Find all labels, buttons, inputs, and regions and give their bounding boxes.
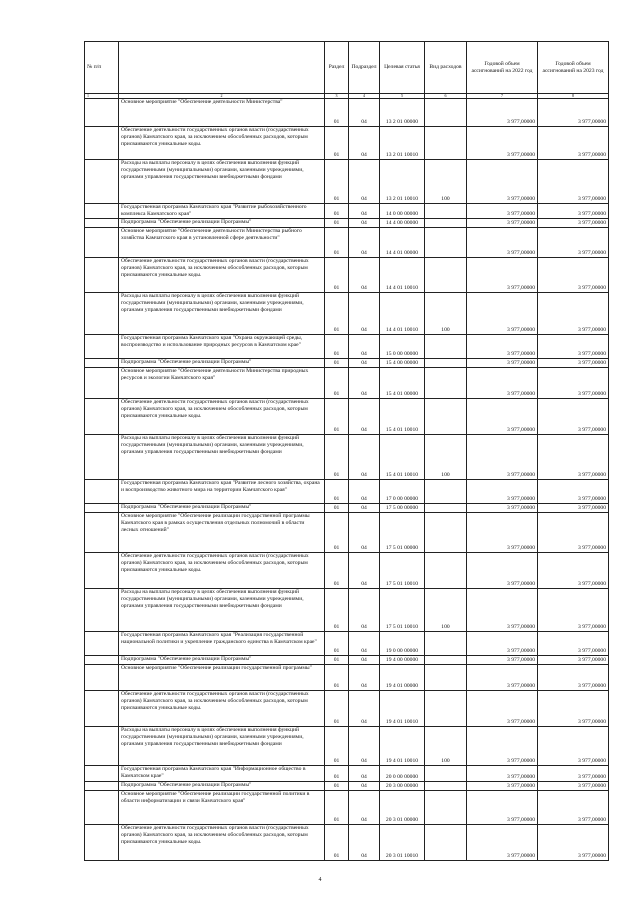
row-value-2022: 3 977,00000 [467, 791, 538, 825]
row-value-2023: 3 977,00000 [538, 766, 609, 782]
row-razdel: 01 [325, 665, 349, 691]
row-name: Обеспечение деятельности государственных органов власти (государственных органов) Камчатского края, за исключением обособленных расходов, которым присваиваются уникальные коды. [119, 553, 325, 589]
row-value-2023: 3 977,00000 [538, 127, 609, 160]
row-expense-type [425, 359, 467, 368]
row-razdel: 01 [325, 204, 349, 219]
row-razdel: 01 [325, 258, 349, 293]
row-value-2022: 3 977,00000 [467, 219, 538, 228]
table-row [85, 825, 609, 861]
row-razdel: 01 [325, 691, 349, 727]
row-number [85, 665, 119, 691]
row-name: Основное мероприятие "Обеспечение реализации государственной программы" [119, 665, 325, 691]
row-value-2023: 3 977,00000 [538, 258, 609, 293]
row-razdel: 01 [325, 228, 349, 258]
row-value-2022: 3 977,00000 [467, 766, 538, 782]
row-name: Основное мероприятие "Обеспечение деятельности Министерства природных ресурсов и экологии Камчатского края" [119, 368, 325, 399]
col-number: 1 [85, 94, 119, 99]
row-name: Основное мероприятие "Обеспечение реализации государственной политики в области информатизации и связи Камчатского края" [119, 791, 325, 825]
row-podrazdel: 04 [349, 368, 380, 399]
row-value-2023: 3 977,00000 [538, 160, 609, 204]
row-name: Государственная программа Камчатского края "Реализация государственной национальной политики и укрепление гражданского единства в Камчатском крае" [119, 632, 325, 656]
row-target: 13 2 01 10010 [380, 160, 425, 204]
row-value-2022: 3 977,00000 [467, 665, 538, 691]
row-expense-type [425, 204, 467, 219]
row-name: Государственная программа Камчатского края "Охрана окружающей среды, воспроизводство и использование природных ресурсов в Камчатском крае" [119, 335, 325, 359]
row-podrazdel: 04 [349, 691, 380, 727]
row-podrazdel: 04 [349, 589, 380, 632]
row-value-2023: 3 977,00000 [538, 632, 609, 656]
row-podrazdel: 04 [349, 160, 380, 204]
row-razdel: 01 [325, 513, 349, 553]
row-razdel: 01 [325, 825, 349, 861]
row-expense-type [425, 399, 467, 435]
row-target: 19 4 01 10010 [380, 727, 425, 766]
row-value-2023: 3 977,00000 [538, 219, 609, 228]
row-target: 17 0 00 00000 [380, 480, 425, 504]
table-row [85, 766, 609, 782]
row-target: 19 4 00 00000 [380, 656, 425, 665]
col-header-razdel: Раздел [325, 42, 349, 94]
row-podrazdel: 04 [349, 727, 380, 766]
row-razdel: 01 [325, 727, 349, 766]
row-expense-type [425, 632, 467, 656]
row-expense-type [425, 656, 467, 665]
row-target: 19 4 01 10010 [380, 691, 425, 727]
row-value-2022: 3 977,00000 [467, 399, 538, 435]
row-name: Расходы на выплаты персоналу в целях обеспечения выполнения функций государственными (муниципальными) органами, казенными учреждениями, органами управления государственными внебюджетными фондами [119, 435, 325, 480]
row-value-2023: 3 977,00000 [538, 656, 609, 665]
row-value-2023: 3 977,00000 [538, 691, 609, 727]
table-row [85, 782, 609, 791]
row-value-2023: 3 977,00000 [538, 204, 609, 219]
row-target: 14 4 01 10010 [380, 293, 425, 335]
col-header-number: № п/п [85, 42, 119, 94]
row-podrazdel: 04 [349, 99, 380, 127]
row-podrazdel: 04 [349, 553, 380, 589]
row-name: Расходы на выплаты персоналу в целях обеспечения выполнения функций государственными (муниципальными) органами, казенными учреждениями, органами управления государственными внебюджетными фондами [119, 293, 325, 335]
row-expense-type [425, 553, 467, 589]
row-value-2022: 3 977,00000 [467, 359, 538, 368]
table-row [85, 504, 609, 513]
row-value-2022: 3 977,00000 [467, 127, 538, 160]
row-number [85, 825, 119, 861]
row-target: 14 0 00 00000 [380, 204, 425, 219]
table-row [85, 632, 609, 656]
row-podrazdel: 04 [349, 665, 380, 691]
row-target: 15 4 01 00000 [380, 368, 425, 399]
row-name: Обеспечение деятельности государственных органов власти (государственных органов) Камчатского края, за исключением обособленных расходов, которым присваиваются уникальные коды. [119, 258, 325, 293]
row-name: Основное мероприятие "Обеспечение реализации государственной программы Камчатского края в рамках осуществления отдельных полномочий в области лесных отношений" [119, 513, 325, 553]
row-expense-type [425, 258, 467, 293]
col-number: 3 [325, 94, 349, 99]
row-razdel: 01 [325, 656, 349, 665]
row-value-2023: 3 977,00000 [538, 791, 609, 825]
row-value-2023: 3 977,00000 [538, 825, 609, 861]
col-number: 5 [380, 94, 425, 99]
table-row [85, 553, 609, 589]
row-podrazdel: 04 [349, 258, 380, 293]
row-number [85, 399, 119, 435]
row-podrazdel: 04 [349, 782, 380, 791]
row-podrazdel: 04 [349, 513, 380, 553]
row-number [85, 435, 119, 480]
table-row [85, 513, 609, 553]
table-row [85, 727, 609, 766]
table-row [85, 435, 609, 480]
row-podrazdel: 04 [349, 791, 380, 825]
row-value-2022: 3 977,00000 [467, 293, 538, 335]
row-razdel: 01 [325, 127, 349, 160]
row-number [85, 727, 119, 766]
row-value-2023: 3 977,00000 [538, 665, 609, 691]
row-target: 17 5 00 00000 [380, 504, 425, 513]
col-number: 7 [467, 94, 538, 99]
row-razdel: 01 [325, 504, 349, 513]
table-row [85, 791, 609, 825]
row-target: 17 5 01 10010 [380, 553, 425, 589]
row-name: Подпрограмма "Обеспечение реализации Программы" [119, 504, 325, 513]
row-razdel: 01 [325, 791, 349, 825]
row-value-2022: 3 977,00000 [467, 656, 538, 665]
row-value-2022: 3 977,00000 [467, 782, 538, 791]
row-expense-type [425, 782, 467, 791]
row-target: 20 3 01 00000 [380, 791, 425, 825]
row-expense-type: 100 [425, 727, 467, 766]
row-value-2022: 3 977,00000 [467, 160, 538, 204]
row-expense-type [425, 480, 467, 504]
row-value-2022: 3 977,00000 [467, 589, 538, 632]
col-header-expense-type: Вид расходов [425, 42, 467, 94]
row-target: 20 0 00 00000 [380, 766, 425, 782]
row-razdel: 01 [325, 589, 349, 632]
header-row [85, 42, 609, 94]
col-header-name [119, 42, 325, 94]
row-number [85, 204, 119, 219]
row-expense-type [425, 691, 467, 727]
row-value-2023: 3 977,00000 [538, 435, 609, 480]
row-expense-type [425, 219, 467, 228]
row-expense-type: 100 [425, 589, 467, 632]
row-target: 13 2 01 00000 [380, 99, 425, 127]
row-value-2023: 3 977,00000 [538, 589, 609, 632]
row-podrazdel: 04 [349, 825, 380, 861]
row-number [85, 782, 119, 791]
row-razdel: 01 [325, 293, 349, 335]
table-row [85, 204, 609, 219]
row-podrazdel: 04 [349, 766, 380, 782]
row-expense-type: 100 [425, 293, 467, 335]
row-number [85, 791, 119, 825]
row-number [85, 359, 119, 368]
col-number: 2 [119, 94, 325, 99]
table-row [85, 99, 609, 127]
table-row [85, 589, 609, 632]
row-value-2022: 3 977,00000 [467, 825, 538, 861]
table-row [85, 359, 609, 368]
row-value-2023: 3 977,00000 [538, 99, 609, 127]
row-target: 15 0 00 00000 [380, 335, 425, 359]
row-value-2022: 3 977,00000 [467, 553, 538, 589]
row-number [85, 766, 119, 782]
row-value-2023: 3 977,00000 [538, 480, 609, 504]
col-header-podrazdel: Подраздел [349, 42, 380, 94]
row-expense-type [425, 368, 467, 399]
row-name: Расходы на выплаты персоналу в целях обеспечения выполнения функций государственными (муниципальными) органами, казенными учреждениями, органами управления государственными внебюджетными фондами [119, 727, 325, 766]
row-number [85, 691, 119, 727]
row-target: 20 3 00 00000 [380, 782, 425, 791]
row-target: 19 0 00 00000 [380, 632, 425, 656]
row-name: Основное мероприятие "Обеспечение деятельности Министерства рыбного хозяйства Камчатского края в установленной сфере деятельности" [119, 228, 325, 258]
row-value-2022: 3 977,00000 [467, 504, 538, 513]
row-target: 15 4 01 10010 [380, 435, 425, 480]
row-expense-type [425, 791, 467, 825]
row-razdel: 01 [325, 553, 349, 589]
row-podrazdel: 04 [349, 480, 380, 504]
row-number [85, 632, 119, 656]
row-value-2022: 3 977,00000 [467, 228, 538, 258]
row-name: Государственная программа Камчатского края "Информационное общество в Камчатском крае" [119, 766, 325, 782]
row-expense-type [425, 665, 467, 691]
row-number [85, 293, 119, 335]
row-value-2022: 3 977,00000 [467, 691, 538, 727]
row-value-2022: 3 977,00000 [467, 99, 538, 127]
row-podrazdel: 04 [349, 632, 380, 656]
row-number [85, 504, 119, 513]
row-name: Государственная программа Камчатского края "Развитие лесного хозяйства, охрана и воспроизводство животного мира на территории Камчатского края" [119, 480, 325, 504]
row-name: Обеспечение деятельности государственных органов власти (государственных органов) Камчатского края, за исключением обособленных расходов, которым присваиваются уникальные коды. [119, 825, 325, 861]
row-value-2023: 3 977,00000 [538, 553, 609, 589]
row-name: Подпрограмма "Обеспечение реализации Программы" [119, 359, 325, 368]
row-value-2023: 3 977,00000 [538, 513, 609, 553]
row-value-2022: 3 977,00000 [467, 335, 538, 359]
row-value-2022: 3 977,00000 [467, 727, 538, 766]
row-podrazdel: 04 [349, 335, 380, 359]
col-number: 6 [425, 94, 467, 99]
row-podrazdel: 04 [349, 399, 380, 435]
table-row [85, 656, 609, 665]
row-target: 15 4 00 00000 [380, 359, 425, 368]
row-razdel: 01 [325, 480, 349, 504]
row-number [85, 228, 119, 258]
page-number: 4 [318, 877, 322, 883]
row-target: 14 4 00 00000 [380, 219, 425, 228]
row-value-2023: 3 977,00000 [538, 368, 609, 399]
row-target: 19 4 01 00000 [380, 665, 425, 691]
row-podrazdel: 04 [349, 127, 380, 160]
row-razdel: 01 [325, 99, 349, 127]
row-name: Подпрограмма "Обеспечение реализации Программы" [119, 219, 325, 228]
row-value-2023: 3 977,00000 [538, 293, 609, 335]
row-number [85, 480, 119, 504]
row-number [85, 219, 119, 228]
row-name: Обеспечение деятельности государственных органов власти (государственных органов) Камчатского края, за исключением обособленных расходов, которым присваиваются уникальные коды. [119, 399, 325, 435]
col-header-2023: Годовой объем ассигнований на 2023 год [538, 42, 609, 94]
row-target: 17 5 01 00000 [380, 513, 425, 553]
row-number [85, 99, 119, 127]
row-expense-type: 100 [425, 435, 467, 480]
table-row [85, 691, 609, 727]
row-name: Расходы на выплаты персоналу в целях обеспечения выполнения функций государственными (муниципальными) органами, казенными учреждениями, органами управления государственными внебюджетными фондами [119, 160, 325, 204]
row-value-2023: 3 977,00000 [538, 399, 609, 435]
row-expense-type [425, 504, 467, 513]
row-podrazdel: 04 [349, 219, 380, 228]
row-name: Расходы на выплаты персоналу в целях обеспечения выполнения функций государственными (муниципальными) органами, казенными учреждениями, органами управления государственными внебюджетными фондами [119, 589, 325, 632]
row-razdel: 01 [325, 368, 349, 399]
row-value-2022: 3 977,00000 [467, 480, 538, 504]
row-name: Обеспечение деятельности государственных органов власти (государственных органов) Камчатского края, за исключением обособленных расходов, которым присваиваются уникальные коды. [119, 127, 325, 160]
row-razdel: 01 [325, 359, 349, 368]
row-name: Государственная программа Камчатского края "Развитие рыбохозяйственного комплекса Камчатского края" [119, 204, 325, 219]
row-number [85, 127, 119, 160]
table-row [85, 258, 609, 293]
row-value-2022: 3 977,00000 [467, 435, 538, 480]
row-razdel: 01 [325, 782, 349, 791]
row-value-2023: 3 977,00000 [538, 782, 609, 791]
table-row [85, 480, 609, 504]
row-razdel: 01 [325, 335, 349, 359]
row-podrazdel: 04 [349, 656, 380, 665]
row-podrazdel: 04 [349, 293, 380, 335]
row-value-2023: 3 977,00000 [538, 504, 609, 513]
row-number [85, 160, 119, 204]
row-value-2022: 3 977,00000 [467, 632, 538, 656]
row-podrazdel: 04 [349, 435, 380, 480]
table-row [85, 368, 609, 399]
row-target: 20 3 01 10010 [380, 825, 425, 861]
row-name: Подпрограмма "Обеспечение реализации Программы" [119, 656, 325, 665]
col-header-2022: Годовой объем ассигнований на 2022 год [467, 42, 538, 94]
table-row [85, 127, 609, 160]
row-number [85, 258, 119, 293]
table-row [85, 665, 609, 691]
row-value-2022: 3 977,00000 [467, 513, 538, 553]
row-razdel: 01 [325, 435, 349, 480]
row-name: Подпрограмма "Обеспечение реализации Программы" [119, 782, 325, 791]
row-expense-type: 100 [425, 160, 467, 204]
row-value-2022: 3 977,00000 [467, 258, 538, 293]
row-value-2023: 3 977,00000 [538, 359, 609, 368]
table-row [85, 228, 609, 258]
row-expense-type [425, 766, 467, 782]
row-expense-type [425, 825, 467, 861]
row-value-2022: 3 977,00000 [467, 368, 538, 399]
table-row [85, 335, 609, 359]
row-expense-type [425, 127, 467, 160]
row-number [85, 589, 119, 632]
row-podrazdel: 04 [349, 228, 380, 258]
table-row [85, 160, 609, 204]
budget-table [84, 41, 609, 861]
row-razdel: 01 [325, 766, 349, 782]
col-number: 8 [538, 94, 609, 99]
row-target: 15 4 01 10010 [380, 399, 425, 435]
row-expense-type [425, 99, 467, 127]
table-row [85, 293, 609, 335]
row-number [85, 513, 119, 553]
row-name: Обеспечение деятельности государственных органов власти (государственных органов) Камчатского края, за исключением обособленных расходов, которым присваиваются уникальные коды. [119, 691, 325, 727]
row-expense-type [425, 513, 467, 553]
row-razdel: 01 [325, 632, 349, 656]
table-row [85, 399, 609, 435]
row-expense-type [425, 228, 467, 258]
row-number [85, 656, 119, 665]
row-target: 13 2 01 10010 [380, 127, 425, 160]
row-razdel: 01 [325, 399, 349, 435]
row-value-2023: 3 977,00000 [538, 335, 609, 359]
col-number: 4 [349, 94, 380, 99]
row-podrazdel: 04 [349, 204, 380, 219]
row-target: 14 4 01 10010 [380, 258, 425, 293]
row-value-2023: 3 977,00000 [538, 727, 609, 766]
row-target: 14 4 01 00000 [380, 228, 425, 258]
row-number [85, 368, 119, 399]
row-expense-type [425, 335, 467, 359]
row-value-2023: 3 977,00000 [538, 228, 609, 258]
row-podrazdel: 04 [349, 504, 380, 513]
row-razdel: 01 [325, 219, 349, 228]
row-value-2022: 3 977,00000 [467, 204, 538, 219]
row-number [85, 335, 119, 359]
row-target: 17 5 01 10010 [380, 589, 425, 632]
row-razdel: 01 [325, 160, 349, 204]
col-header-target: Целевая статья [380, 42, 425, 94]
table-row [85, 219, 609, 228]
row-name: Основное мероприятие "Обеспечение деятельности Министерства" [119, 99, 325, 127]
row-podrazdel: 04 [349, 359, 380, 368]
row-number [85, 553, 119, 589]
